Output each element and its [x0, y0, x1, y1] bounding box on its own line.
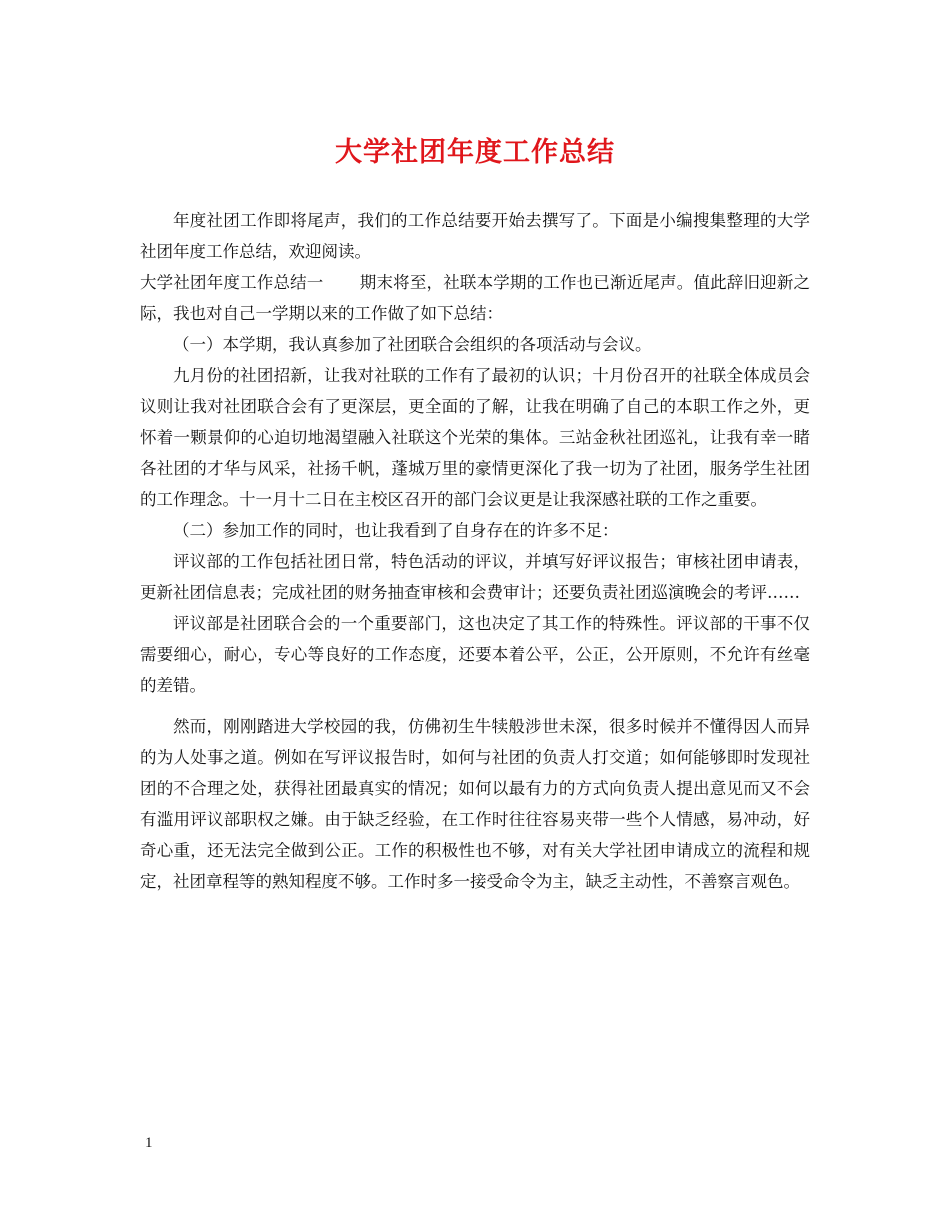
point-one-heading: （一）本学期，我认真参加了社团联合会组织的各项活动与会议。 [173, 335, 652, 354]
document-body [140, 205, 810, 897]
intro-paragraph: 年度社团工作即将尾声，我们的工作总结要开始去撰写了。下面是小编搜集整理的大学社团年度工作总结，欢迎阅读。 [140, 211, 810, 261]
point-two-detail-2: 评议部是社团联合会的一个重要部门，这也决定了其工作的特殊性。评议部的干事不仅需要细心，耐心，专心等良好的工作态度，还要本着公平，公正，公开原则，不允许有丝毫的差错。 [140, 614, 810, 695]
point-two-detail-1: 评议部的工作包括社团日常，特色活动的评议，并填写好评议报告；审核社团申请表，更新社团信息表；完成社团的财务抽查审核和会费审计；还要负责社团巡演晚会的考评…… [140, 552, 810, 602]
section-one-paragraph [140, 267, 810, 329]
section-one-heading: 大学社团年度工作总结一 [140, 273, 324, 292]
document-title: 大学社团年度工作总结 [335, 137, 615, 168]
point-two-detail-3: 然而，刚刚踏进大学校园的我，仿佛初生牛犊般涉世未深，很多时候并不懂得因人而异的为人处事之道。例如在写评议报告时，如何与社团的负责人打交道；如何能够即时发现社团的不合理之处，获得社团最真实的情况；如何以最有力的方式向负责人提出意见而又不会有滥用评议部职权之嫌。由于缺乏经验，在工作时往往容易夹带一些个人情感，易冲动，好奇心重，还无法完全做到公正。工作的积极性也不够，对有关大学社团申请成立的流程和规定，社团章程等的熟知程度不够。工作时多一接受命令为主，缺乏主动性，不善察言观色。 [140, 717, 810, 891]
section-one-opening: 期末将至，社联本学期的工作也已渐近尾声。值此辞旧迎新之际，我也对自己一学期以来的工作做了如下总结： [140, 273, 811, 323]
point-one-detail: 九月份的社团招新，让我对社联的工作有了最初的认识；十月份召开的社联全体成员会议则让我对社团联合会有了更深层，更全面的了解，让我在明确了自己的本职工作之外，更怀着一颗景仰的心迫切地渴望融入社联这个光荣的集体。三站金秋社团巡礼，让我有幸一睹各社团的才华与风采，社扬千帆，蓬城万里的豪情更深化了我一切为了社团，服务学生社团的工作理念。十一月十二日在主校区召开的部门会议更是让我深感社联的工作之重要。 [140, 366, 810, 509]
page-number: 1 [145, 1135, 153, 1151]
point-two-heading: （二）参加工作的同时，也让我看到了自身存在的许多不足： [173, 521, 619, 540]
